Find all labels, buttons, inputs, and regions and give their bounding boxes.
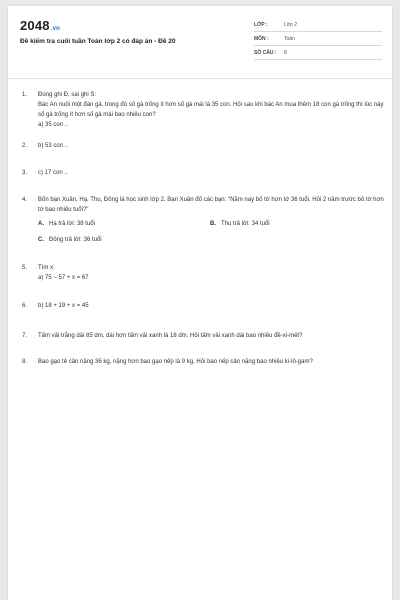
question-body: [38, 168, 384, 178]
exam-header: [8, 6, 392, 66]
question-1: [22, 90, 384, 130]
question-text: Bao gạo tẻ cân nặng 36 kg, nặng hơn bao gạo nếp là 9 kg. Hỏi bao nếp cân nặng bao nhiêu ki-lô-gam?: [38, 359, 313, 365]
question-list: [22, 90, 384, 367]
meta-value: Lớp 2: [284, 21, 298, 28]
question-body: [38, 331, 384, 341]
question-number: 1.: [22, 92, 28, 98]
question-text: b) 18 + 19 + x = 45: [38, 303, 89, 309]
exam-title: Đề kiểm tra cuối tuần Toán lớp 2 có đáp án - Đề 20: [20, 38, 176, 45]
question-body: [38, 263, 384, 283]
meta-row-subject: [254, 32, 382, 46]
question-6: [22, 301, 384, 311]
option-letter: C.: [38, 237, 44, 243]
question-text: Đúng ghi Đ, sai ghi S:: [38, 92, 97, 98]
question-number: 3.: [22, 170, 28, 176]
meta-row-count: [254, 46, 382, 60]
question-8: [22, 357, 384, 367]
question-text: c) 17 con ..: [38, 170, 68, 176]
question-text: a) 75 − 57 + x = 67: [38, 275, 89, 281]
question-number: 4.: [22, 197, 28, 203]
meta-label: SỐ CÂU :: [254, 49, 277, 56]
option-a[interactable]: [38, 219, 210, 229]
meta-label: LỚP :: [254, 21, 268, 28]
meta-value: 8: [284, 49, 287, 56]
question-5: [22, 263, 384, 283]
question-answer: a) 35 con ..: [38, 122, 69, 128]
question-text: Tấm vải trắng dài 85 dm, dài hơn tấm vải xanh là 18 dm. Hỏi tấm vải xanh dài bao nhiêu đề-xi-mét?: [38, 333, 303, 339]
question-7: [22, 331, 384, 341]
exam-page: [8, 6, 392, 600]
site-logo[interactable]: [20, 18, 60, 33]
question-4: [22, 195, 384, 251]
exam-meta: [254, 18, 382, 60]
question-text: b) 53 con ..: [38, 143, 69, 149]
question-number: 7.: [22, 333, 28, 339]
answer-options: [38, 219, 384, 251]
question-number: 6.: [22, 303, 28, 309]
option-text: Đông trả lời: 36 tuổi: [49, 237, 102, 243]
question-text: Bác An nuôi một đàn gà, trong đó số gà trống ít hơn số gà mái là 35 con. Hỏi sau khi bác An mua thêm 18 con gà trống thì lúc này số gà trống ít hơn số gà mái bao nhiêu con?: [38, 102, 384, 118]
question-text: Bốn bạn Xuân, Hạ, Thu, Đông là học sinh lớp 2. Bạn Xuân đố các bạn: "Năm nay bố tớ hơn tớ 36 tuổi. Hỏi 2 năm trước bố tớ hơn tớ bao nhiêu tuổi?": [38, 197, 384, 213]
option-letter: A.: [38, 221, 44, 227]
meta-label: MÔN :: [254, 35, 269, 42]
question-body: [38, 301, 384, 311]
question-body: [38, 141, 384, 151]
header-divider: [8, 78, 392, 79]
question-number: 8.: [22, 359, 28, 365]
question-body: [38, 195, 384, 251]
option-b[interactable]: [210, 219, 382, 229]
question-3: [22, 168, 384, 178]
question-number: 2.: [22, 143, 28, 149]
meta-value: Toán: [284, 35, 295, 42]
question-2: [22, 141, 384, 151]
option-text: Hạ trả lời: 38 tuổi: [49, 221, 95, 227]
question-body: [38, 357, 384, 367]
question-number: 5.: [22, 265, 28, 271]
question-body: [38, 90, 384, 130]
meta-row-class: [254, 18, 382, 32]
option-letter: B.: [210, 221, 216, 227]
option-c[interactable]: [38, 235, 210, 245]
option-text: Thu trả lời: 34 tuổi: [221, 221, 270, 227]
logo-main: 2048: [20, 18, 50, 33]
question-text: Tìm x:: [38, 265, 55, 271]
logo-suffix: .vn: [50, 26, 61, 32]
